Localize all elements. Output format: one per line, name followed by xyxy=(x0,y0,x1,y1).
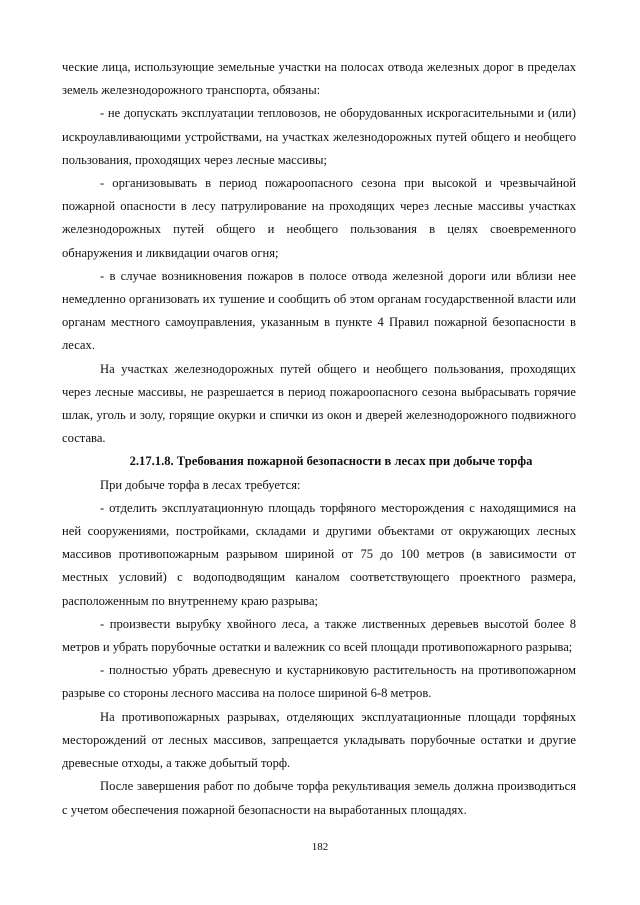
paragraph-item-fire-response: - в случае возникновения пожаров в полосе отвода железной дороги или вблизи нее немедленно организовать их тушение и сообщить об этом органам государственной власти или органам местного самоуправления, указанным в пункте 4 Правил пожарной безопасности в лесах. xyxy=(62,268,576,353)
paragraph-item-clear-vegetation: - полностью убрать древесную и кустарниковую растительность на противопожарном разрыве со стороны лесного массива на полосе шириной 6-8 метров. xyxy=(62,663,576,701)
paragraph-item-separate-area: - отделить эксплуатационную площадь торфяного месторождения с находящимися на ней сооружениями, постройками, складами и другими объектами от окружающих лесных массивов противопожарным разрывом шириной от 75 до 100 метров (в зависимости от местных условий) с водоподводящим каналом соответствующего проектного размера, расположенным по внутреннему краю разрыва; xyxy=(62,500,576,608)
paragraph-firebreak-rule: На противопожарных разрывах, отделяющих эксплуатационные площади торфяных месторождений от лесных массивов, запрещается укладывать порубочные остатки и другие древесные отходы, а также добытый торф. xyxy=(62,709,576,771)
paragraph-continuation: ческие лица, использующие земельные участки на полосах отвода железных дорог в пределах земель железнодорожного транспорта, обязаны: xyxy=(62,60,576,98)
document-page xyxy=(62,56,576,822)
paragraph-prohibition: На участках железнодорожных путей общего и необщего пользования, проходящих через лесные массивы, не разрешается в период пожароопасного сезона выбрасывать горячие шлак, уголь и золу, горящие окурки и спички из окон и дверей железнодорожного подвижного состава. xyxy=(62,361,576,446)
paragraph-intro: При добыче торфа в лесах требуется: xyxy=(100,477,301,492)
section-heading: 2.17.1.8. Требования пожарной безопасности в лесах при добыче торфа xyxy=(129,454,533,469)
paragraph-item-locomotives: - не допускать эксплуатации тепловозов, не оборудованных искрогасительными и (или) искроулавливающими устройствами, на участках железнодорожных путей общего и необщего пользования, проходящих через лесные массивы; xyxy=(62,106,576,167)
paragraph-item-cutting: - произвести вырубку хвойного леса, а также лиственных деревьев высотой более 8 метров и убрать порубочные остатки и валежник со всей площади противопожарного разрыва; xyxy=(62,616,576,655)
paragraph-recultivation: После завершения работ по добыче торфа рекультивация земель должна производиться с учетом обеспечения пожарной безопасности на выработанных площадях. xyxy=(62,779,576,817)
page-number: 182 xyxy=(311,841,329,853)
paragraph-item-patrol: - организовывать в период пожароопасного сезона при высокой и чрезвычайной пожарной опасности в лесу патрулирование на проходящих через лесные массивы участках железнодорожных путей общего и необщего пользования в целях своевременного обнаружения и ликвидации очагов огня; xyxy=(62,176,576,260)
